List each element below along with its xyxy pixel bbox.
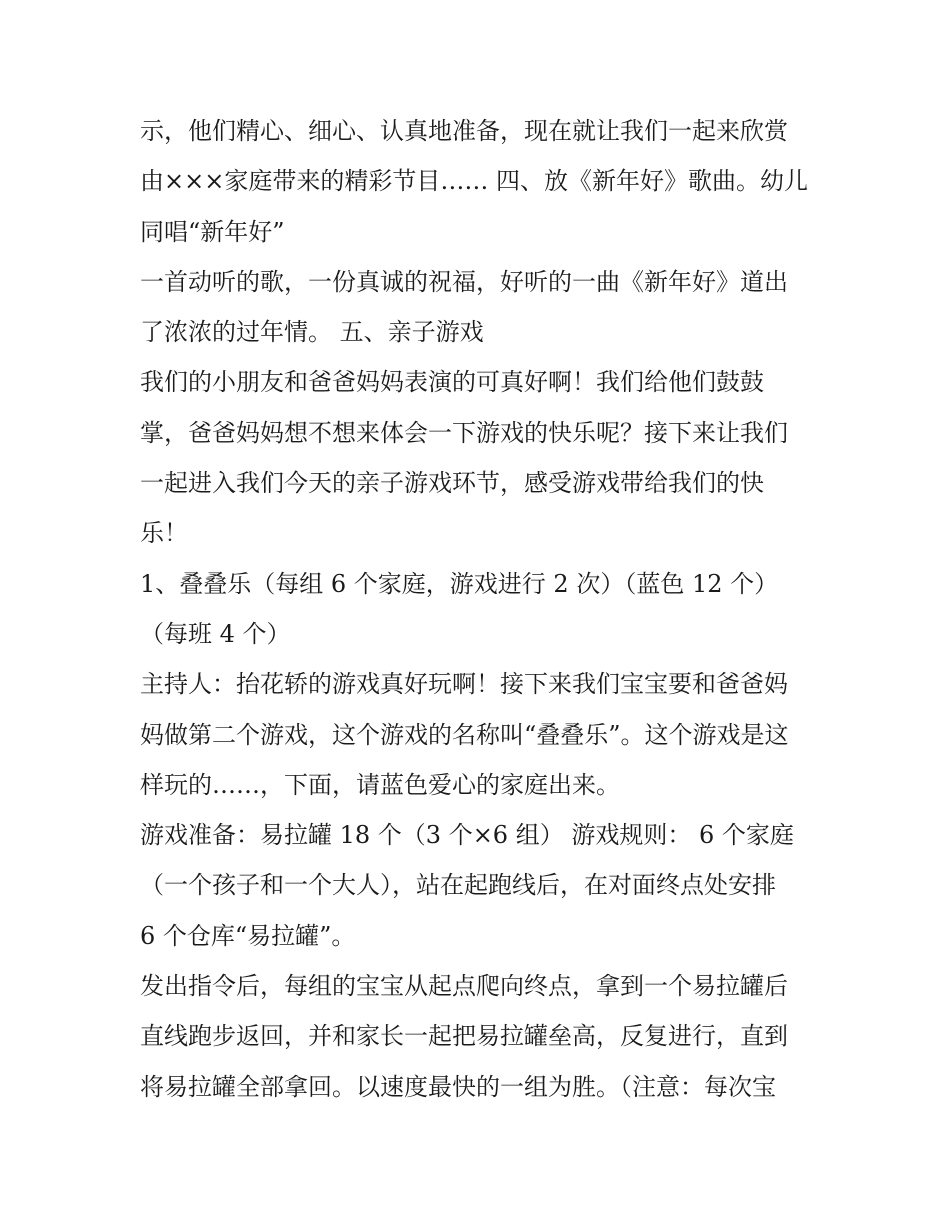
text-line: （一个孩子和一个大人），站在起跑线后，在对面终点处安排	[140, 871, 776, 900]
text-line: 1、叠叠乐（每组 6 个家庭，游戏进行 2 次）（蓝色 12 个）	[140, 569, 779, 598]
paragraph-rules	[140, 961, 820, 1112]
paragraph-song	[140, 257, 820, 358]
paragraph-game-title	[140, 559, 820, 660]
text-line: 掌，爸爸妈妈想不想来体会一下游戏的快乐呢？接下来让我们	[140, 418, 788, 447]
text-line: 同唱“新年好”	[140, 217, 285, 246]
paragraph-game-intro	[140, 357, 820, 558]
text-line: 直线跑步返回，并和家长一起把易拉罐垒高，反复进行，直到	[140, 1022, 788, 1051]
text-line: 样玩的……，下面，请蓝色爱心的家庭出来。	[140, 770, 620, 799]
text-line: 乐！	[140, 519, 188, 548]
text-line: 示，他们精心、细心、认真地准备，现在就让我们一起来欣赏	[140, 117, 788, 145]
text-line: 妈做第二个游戏，这个游戏的名称叫“叠叠乐”。这个游戏是这	[140, 720, 789, 749]
text-line: 发出指令后，每组的宝宝从起点爬向终点，拿到一个易拉罐后	[140, 972, 788, 1001]
paragraph-preparation	[140, 810, 820, 961]
text-line: 6 个仓库“易拉罐”。	[140, 921, 356, 950]
text-line: 了浓浓的过年情。 五、亲子游戏	[140, 318, 484, 347]
text-line: （每班 4 个）	[140, 619, 291, 648]
document-body	[140, 106, 820, 1112]
text-line: 主持人：抬花轿的游戏真好玩啊！接下来我们宝宝要和爸爸妈	[140, 670, 788, 699]
text-line: 将易拉罐全部拿回。以速度最快的一组为胜。（注意：每次宝	[140, 1072, 776, 1101]
text-line: 游戏准备：易拉罐 18 个（3 个×6 组） 游戏规则： 6 个家庭	[140, 821, 794, 850]
text-line: 一首动听的歌，一份真诚的祝福，好听的一曲《新年好》道出	[140, 267, 788, 296]
text-line: 一起进入我们今天的亲子游戏环节，感受游戏带给我们的快	[140, 469, 764, 498]
paragraph-intro	[140, 106, 820, 257]
paragraph-host	[140, 659, 820, 810]
text-line: 由×××家庭带来的精彩节目…… 四、放《新年好》歌曲。幼儿	[140, 167, 808, 196]
text-line: 我们的小朋友和爸爸妈妈表演的可真好啊！我们给他们鼓鼓	[140, 368, 764, 397]
